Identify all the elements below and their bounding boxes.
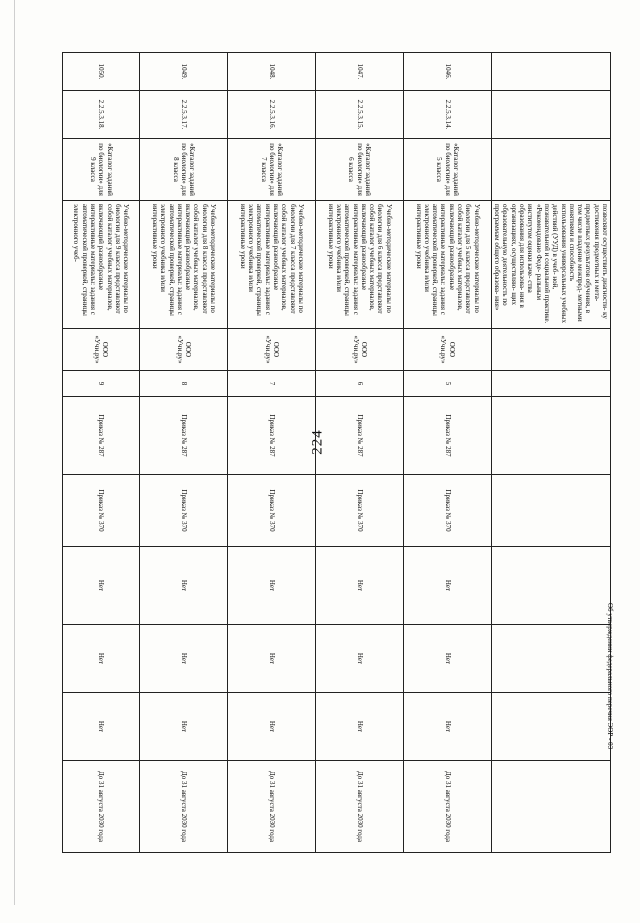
- row-no-3: Нет: [140, 693, 228, 761]
- row-number: 1046.: [403, 53, 491, 91]
- scan-edge: [14, 0, 15, 905]
- row-title: «Каталог заданий по биологии» для 5 класса: [403, 139, 491, 201]
- table-row: [228, 53, 316, 853]
- page-number: 224: [309, 429, 326, 455]
- row-grade: 8: [140, 371, 228, 397]
- row-order-287: Приказ № 287: [140, 397, 228, 475]
- row-no-1: Нет: [316, 547, 404, 625]
- row-deadline: До 31 августа 2030 года: [403, 761, 491, 853]
- row-no-3: Нет: [63, 693, 140, 761]
- row-no-1: Нет: [63, 547, 140, 625]
- table-row: [403, 53, 491, 853]
- row-no-3: Нет: [316, 693, 404, 761]
- row-grade: 5: [403, 371, 491, 397]
- row-organization: ООО «Учи.ру»: [316, 329, 404, 371]
- row-grade: 6: [316, 371, 404, 397]
- row-no-2: Нет: [228, 625, 316, 693]
- row-grade: 9: [63, 371, 140, 397]
- row-order-287: Приказ № 287: [403, 397, 491, 475]
- row-title: «Каталог заданий по биологии» для 6 класса: [316, 139, 404, 201]
- row-no-1: Нет: [140, 547, 228, 625]
- row-organization: ООО «Учи.ру»: [63, 329, 140, 371]
- row-title: «Каталог заданий по биологии» для 9 класса: [63, 139, 140, 201]
- row-title: «Каталог заданий по биологии» для 8 класса: [140, 139, 228, 201]
- row-deadline: До 31 августа 2030 года: [228, 761, 316, 853]
- row-deadline: До 31 августа 2030 года: [63, 761, 140, 853]
- row-description: Учебно-методические материалы по биологии для 5 класса представляют собой каталог учебных материалов, включающий разнообразные интерактивные материалы: задания с автоматической проверкой, страницы электронного учебника и/или интерактивные уроки: [403, 201, 491, 329]
- row-order-287: Приказ № 287: [228, 397, 316, 475]
- row-no-1: Нет: [403, 547, 491, 625]
- row-no-1: Нет: [228, 547, 316, 625]
- row-code: 2.2.5.3.15.: [316, 91, 404, 139]
- row-code: 2.2.5.3.14.: [403, 91, 491, 139]
- continuation-row: [491, 53, 610, 853]
- row-no-2: Нет: [63, 625, 140, 693]
- row-code: 2.2.5.3.16.: [228, 91, 316, 139]
- row-order-287: Приказ № 287: [316, 397, 404, 475]
- row-description: Учебно-методические материалы по биологии для 7 класса представляют собой каталог учебных материалов, включающий разнообразные интерактивные материалы: задания с автоматической проверкой, страницы электронного учебника и/или интерактивные уроки: [228, 201, 316, 329]
- row-number: 1047.: [316, 53, 404, 91]
- row-code: 2.2.5.3.17.: [140, 91, 228, 139]
- row-order-370: Приказ № 370: [63, 475, 140, 547]
- eor-table: [62, 52, 611, 853]
- row-code: 2.2.5.3.18.: [63, 91, 140, 139]
- row-number: 1048.: [228, 53, 316, 91]
- row-organization: ООО «Учи.ру»: [403, 329, 491, 371]
- rotated-table-wrapper: [62, 52, 611, 852]
- table-row: [316, 53, 404, 853]
- row-organization: ООО «Учи.ру»: [228, 329, 316, 371]
- row-no-2: Нет: [403, 625, 491, 693]
- row-order-370: Приказ № 370: [140, 475, 228, 547]
- continuation-text: позволяют осуществить диагности- ку достижения предметных и мета- предметных результатов обучения, в том числе владение межпред- метными понятиями и способность использования универсальных учебных действий (УУД) в учеб- ной, познавательной и социальной практике. «Рекомендовано Феде- ральным институтом оценки каче- ства образования для использова- ния в организациях, осуществляю- щих образовательную деятельность по программам общего образова- ния»: [491, 201, 610, 329]
- row-no-3: Нет: [403, 693, 491, 761]
- row-no-2: Нет: [316, 625, 404, 693]
- row-grade: 7: [228, 371, 316, 397]
- row-organization: ООО «Учи.ру»: [140, 329, 228, 371]
- row-deadline: До 31 августа 2030 года: [316, 761, 404, 853]
- row-number: 1049.: [140, 53, 228, 91]
- row-description: Учебно-методические материалы по биологии для 9 класса представляют собой каталог учебных материалов, включающий разнообразные интерактивные материалы: задания с автоматической проверкой, страницы электронного учеб-: [63, 201, 140, 329]
- row-no-3: Нет: [228, 693, 316, 761]
- row-number: 1050.: [63, 53, 140, 91]
- row-deadline: До 31 августа 2030 года: [140, 761, 228, 853]
- row-order-370: Приказ № 370: [403, 475, 491, 547]
- row-description: Учебно-методические материалы по биологии для 8 класса представляют собой каталог учебных материалов, включающий разнообразные интерактивные материалы: задания с автоматической проверкой, страницы электронного учебника и/или интерактивные уроки: [140, 201, 228, 329]
- table-row: [140, 53, 228, 853]
- row-description: Учебно-методические материалы по биологии для 6 класса представляют собой каталог учебных материалов, включающий разнообразные интерактивные материалы: задания с автоматической проверкой, страницы электронного учебника и/или интерактивные уроки: [316, 201, 404, 329]
- table-row: [63, 53, 140, 853]
- footnote: Об утверждении федерального перечня ЭОР - 03: [606, 603, 614, 750]
- row-order-370: Приказ № 370: [316, 475, 404, 547]
- row-order-287: Приказ № 287: [63, 397, 140, 475]
- row-title: «Каталог заданий по биологии» для 7 класса: [228, 139, 316, 201]
- row-order-370: Приказ № 370: [228, 475, 316, 547]
- row-no-2: Нет: [140, 625, 228, 693]
